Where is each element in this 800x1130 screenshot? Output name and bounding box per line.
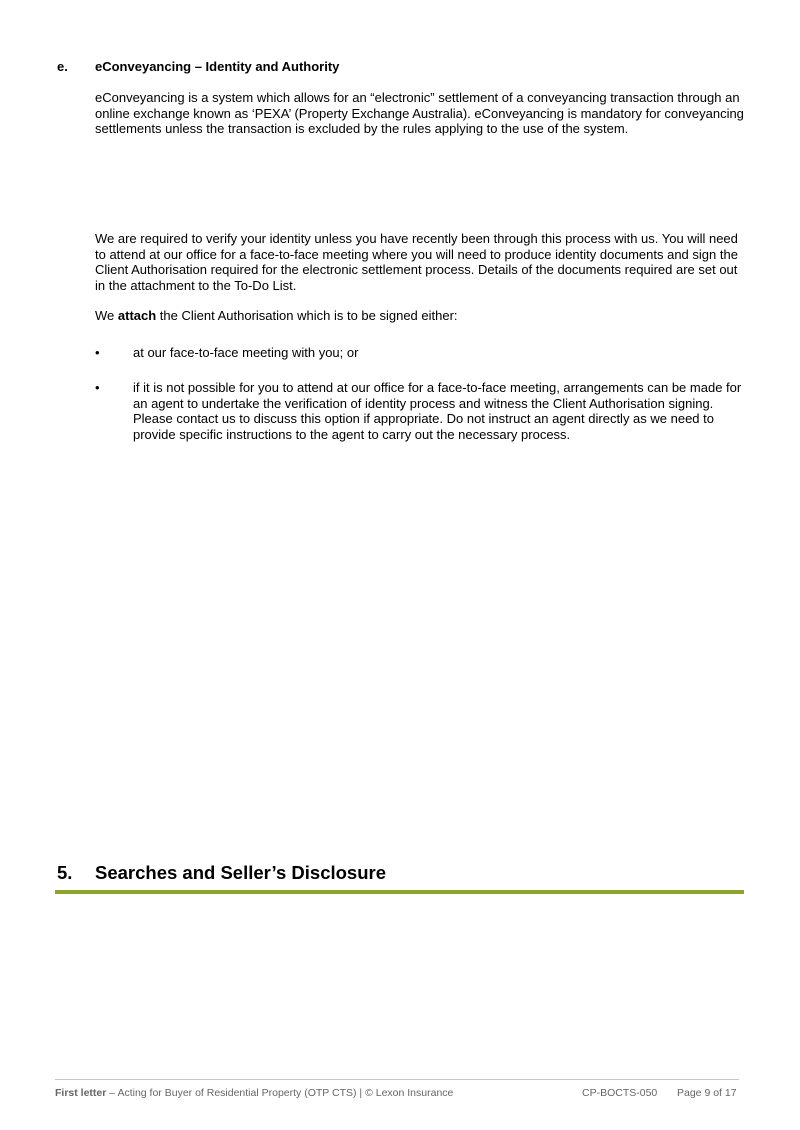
section-number: 5. xyxy=(57,862,73,883)
heading-underline xyxy=(55,890,744,894)
paragraph-attach-prefix: We xyxy=(95,308,118,323)
bullet-symbol: • xyxy=(95,380,100,395)
paragraph-attach-bold: attach xyxy=(117,308,157,323)
footer-document-title xyxy=(55,1087,453,1100)
footer-doc-name: First letter xyxy=(55,1087,107,1099)
paragraph-intro: eConveyancing is a system which allows for an “electronic” settlement of a conveyancing transaction through an online exchange known as ‘PEXA’ (Property Exchange Australia). eConveyancing is mandatory for conveyancing settlements unless the transaction is excluded by the rules applying to the use of the system. xyxy=(95,90,744,137)
footer-doc-code: CP-BOCTS-050 xyxy=(582,1087,658,1099)
section-letter: e. xyxy=(57,59,68,74)
bullet-text: if it is not possible for you to attend at our office for a face-to-face meeting, arrangements can be made for an agent to undertake the verification of identity process and witness the Client Authorisation signing. Please contact us to discuss this option if appropriate. Do not instruct an agent directly as we need to provide specific instructions to the agent to carry out the necessary process. xyxy=(133,380,742,442)
footer-divider xyxy=(55,1079,739,1080)
footer-doc-desc: – Acting for Buyer of Residential Property (OTP CTS) | © Lexon Insurance xyxy=(106,1087,454,1099)
bullet-text: at our face-to-face meeting with you; or xyxy=(133,345,359,360)
paragraph-attach xyxy=(95,308,745,324)
paragraph-identity: We are required to verify your identity unless you have recently been through this process with us. You will need to attend at our office for a face-to-face meeting where you will need to produce identity documents and sign the Client Authorisation required for the electronic settlement process. Details of the documents required are set out in the attachment to the To-Do List. xyxy=(95,231,738,293)
bullet-symbol: • xyxy=(95,345,100,360)
paragraph-attach-suffix: the Client Authorisation which is to be signed either: xyxy=(156,308,458,323)
section-5-heading: Searches and Seller’s Disclosure xyxy=(95,862,387,883)
section-heading: eConveyancing – Identity and Authority xyxy=(95,59,340,74)
footer-page-number: Page 9 of 17 xyxy=(677,1087,737,1099)
